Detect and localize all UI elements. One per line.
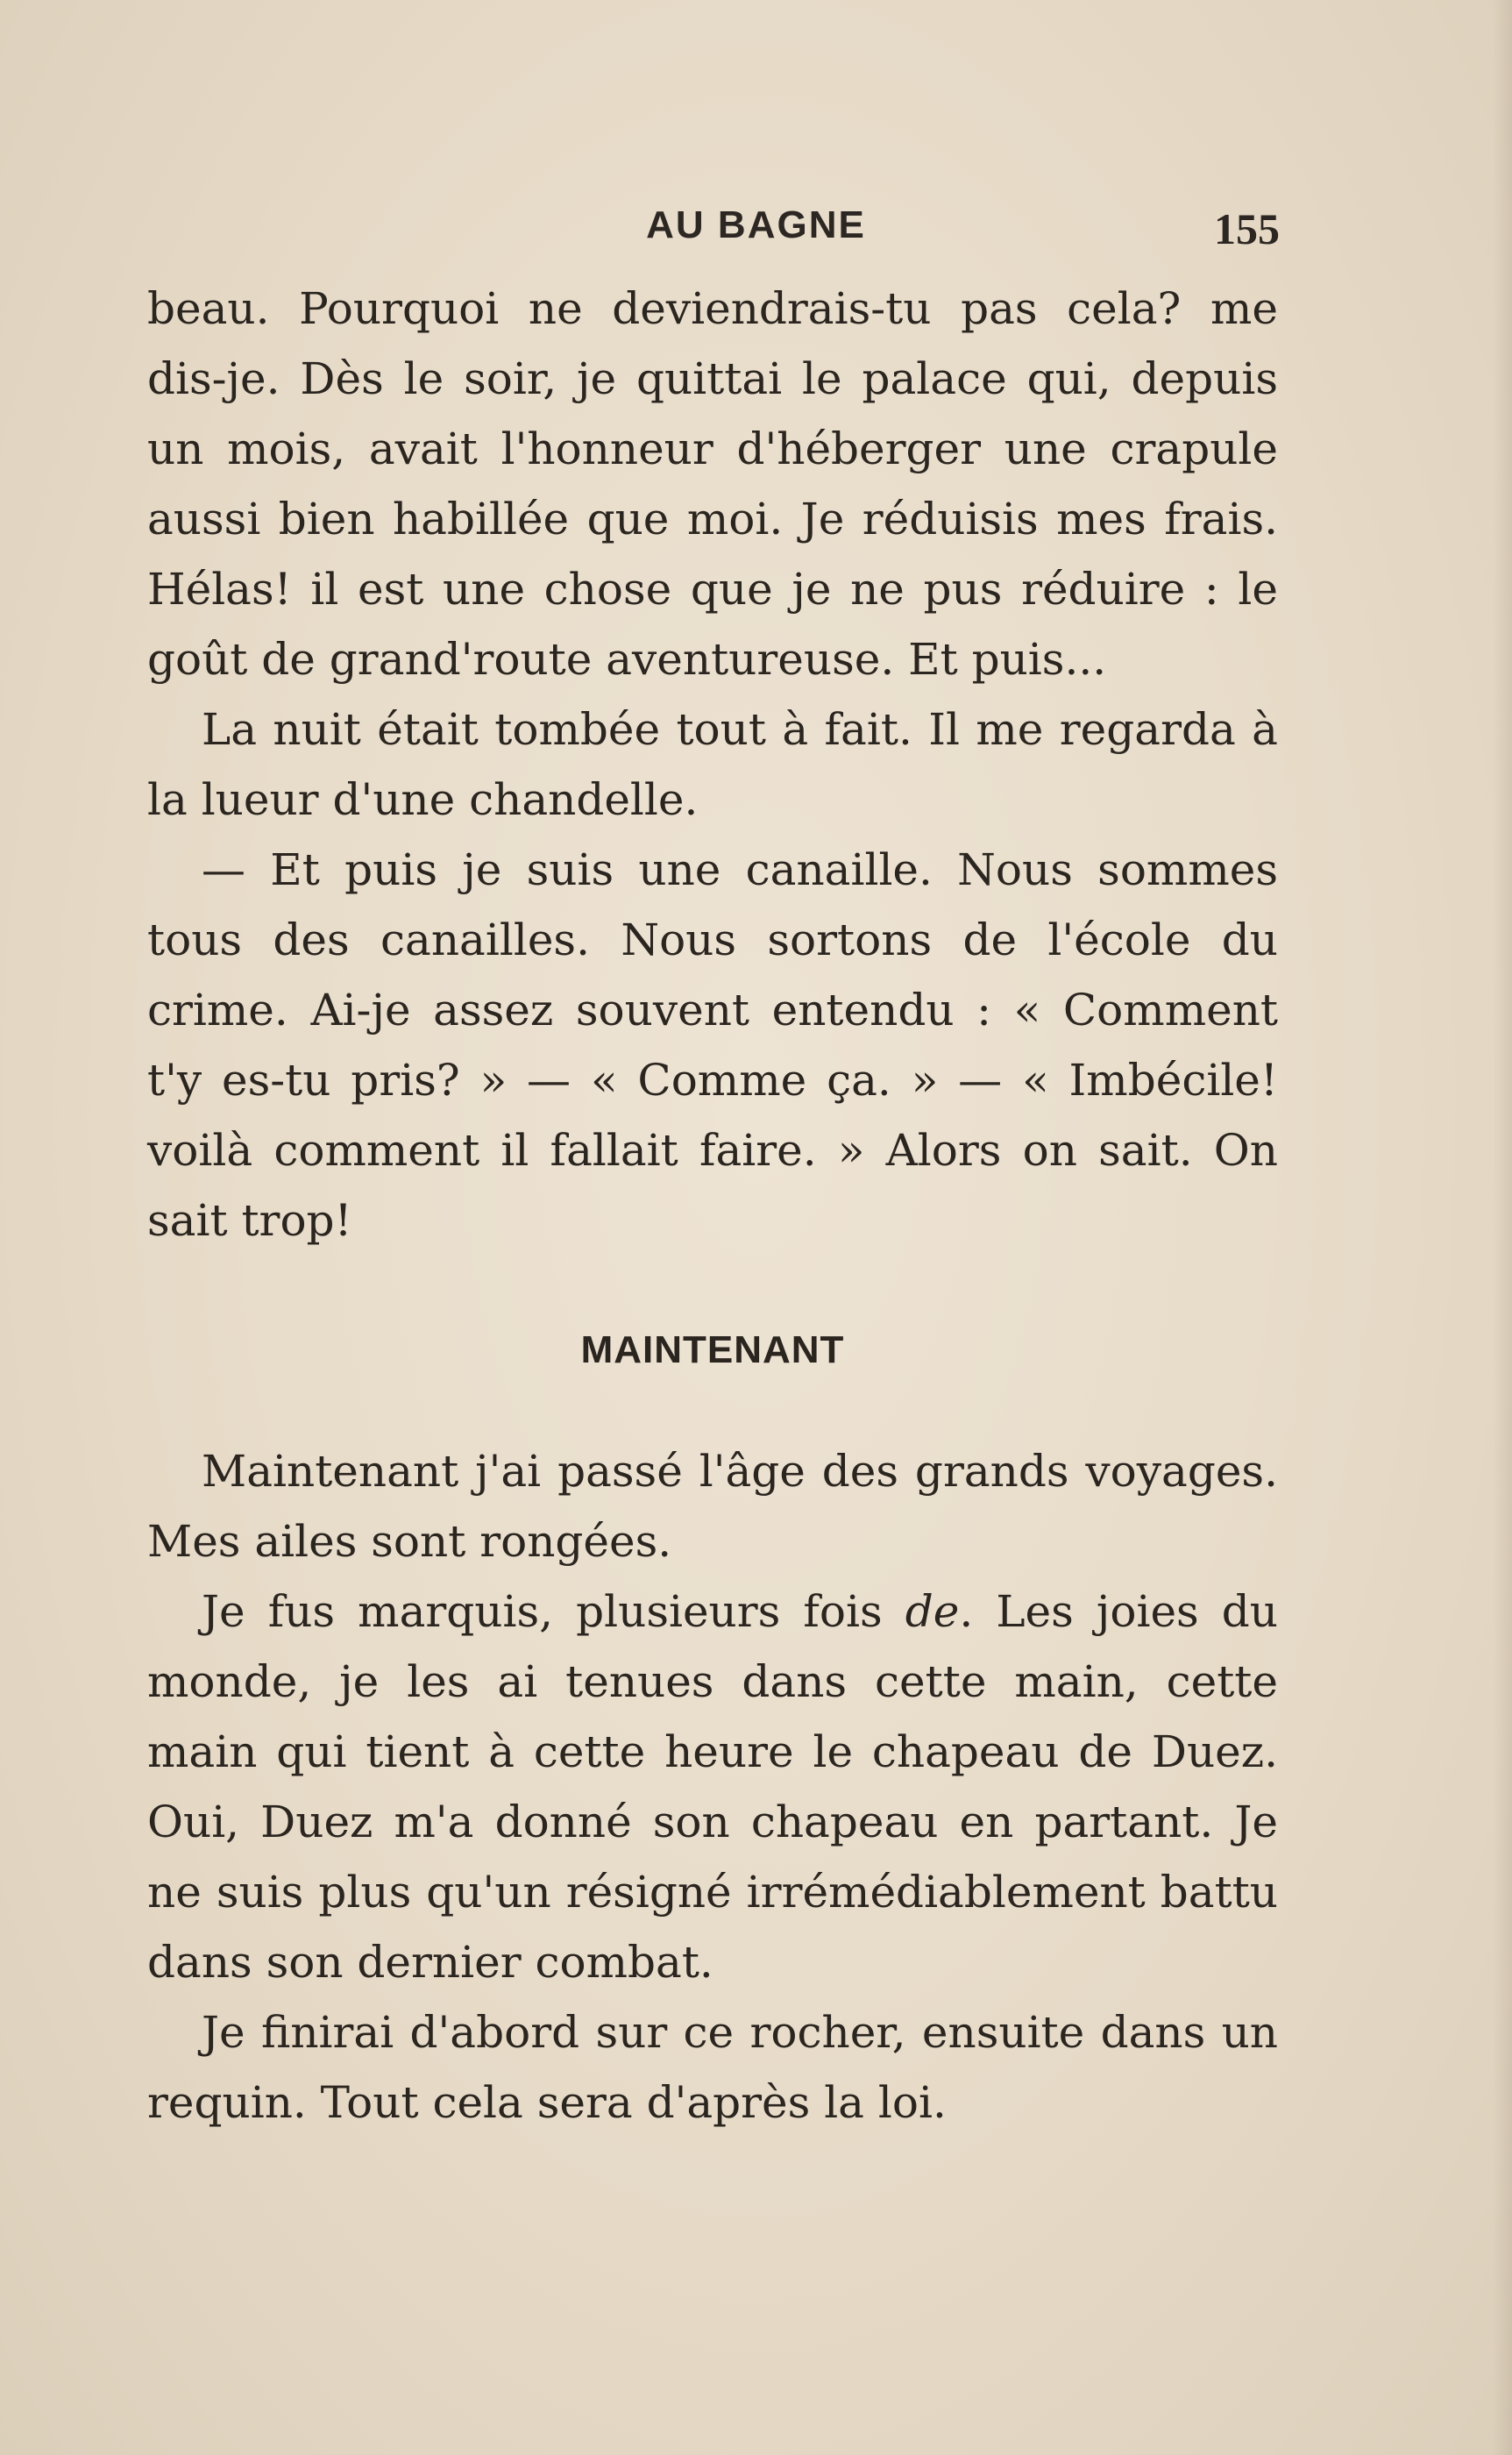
running-header	[0, 203, 1512, 256]
page-text	[147, 274, 1278, 2138]
paragraph-text: . Les joies du monde, je les ai tenues dans cette main, cette main qui tient à cette heure le chapeau de Duez. Oui, Duez m'a donné son chapeau en partant. Je ne suis plus qu'un résigné irrémédiablement battu dans son dernier combat.	[147, 1586, 1278, 1988]
paragraph-dialogue: — Et puis je suis une canaille. Nous sommes tous des canailles. Nous sortons de l'école du crime. Ai-je assez souvent entendu : « Comment t'y es-tu pris? » — « Comme ça. » — « Imbécile! voilà comment il fallait faire. » Alors on sait. On sait trop!	[147, 844, 1278, 1246]
page-number: 155	[1214, 204, 1280, 253]
paragraph: La nuit était tombée tout à fait. Il me regarda à la lueur d'une chandelle.	[147, 704, 1278, 825]
italic-word: de	[905, 1586, 960, 1637]
paragraph-continuation: beau. Pourquoi ne deviendrais-tu pas cela? me dis-je. Dès le soir, je quittai le palace qui, depuis un mois, avait l'honneur d'héberger une crapule aussi bien habillée que moi. Je réduisis mes frais. Hélas! il est une chose que je ne pus réduire : le goût de grand'route aventureuse. Et puis...	[147, 283, 1278, 685]
paragraph: Maintenant j'ai passé l'âge des grands voyages. Mes ailes sont rongées.	[147, 1446, 1278, 1567]
paragraph: Je finirai d'abord sur ce rocher, ensuite dans un requin. Tout cela sera d'après la loi.	[147, 2007, 1278, 2128]
paragraph-text: Je fus marquis, plusieurs fois	[202, 1586, 905, 1637]
paragraph	[147, 1576, 1278, 1997]
running-title: AU BAGNE	[646, 203, 866, 246]
section-title: MAINTENANT	[580, 1328, 845, 1371]
